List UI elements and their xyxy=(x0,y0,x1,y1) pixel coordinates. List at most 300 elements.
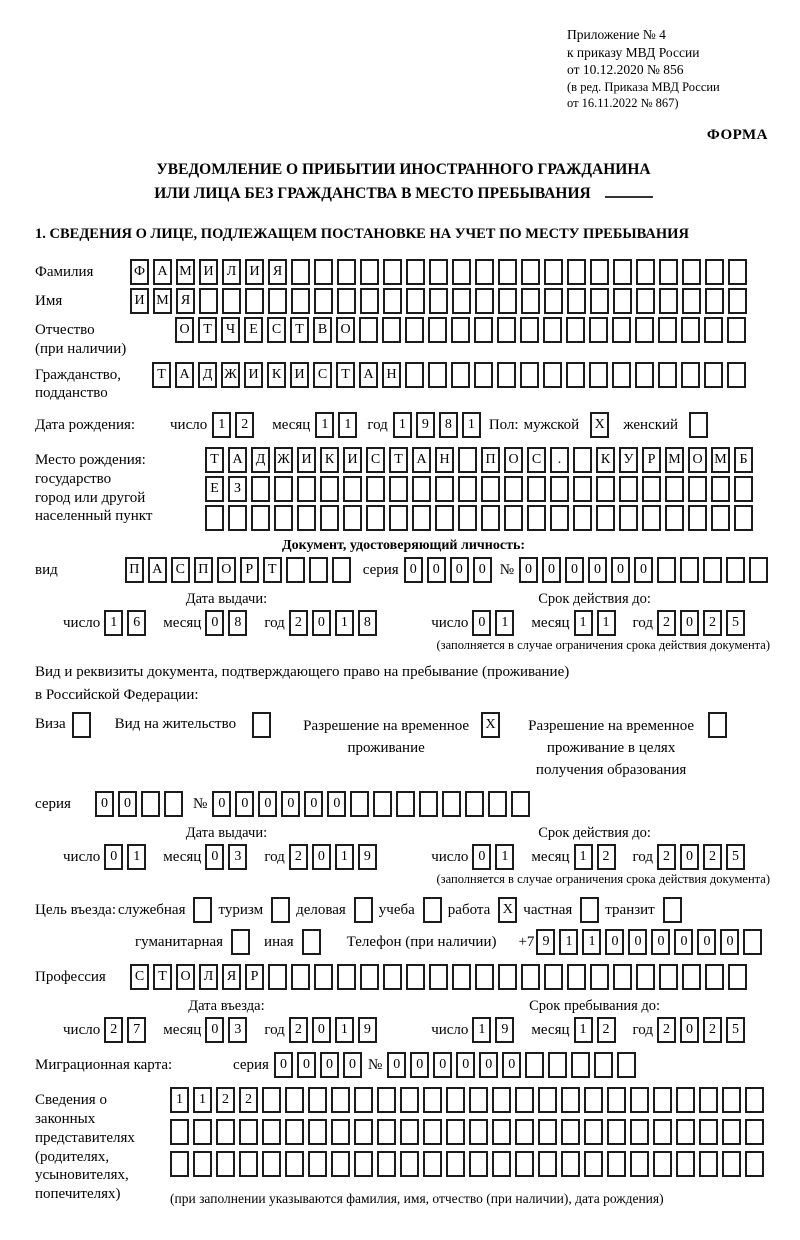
char-cell[interactable]: 0 xyxy=(720,929,739,955)
char-cell[interactable] xyxy=(400,1119,419,1145)
char-cell[interactable]: 0 xyxy=(274,1052,293,1078)
purpose-tourism-checkbox[interactable] xyxy=(271,897,290,923)
char-cell[interactable]: И xyxy=(297,447,316,473)
char-cell[interactable]: Т xyxy=(389,447,408,473)
char-cell[interactable] xyxy=(665,476,684,502)
char-cell[interactable]: О xyxy=(176,964,195,990)
char-cell[interactable]: . xyxy=(550,447,569,473)
char-cell[interactable] xyxy=(222,288,241,314)
char-cell[interactable] xyxy=(498,288,517,314)
char-cell[interactable]: 1 xyxy=(582,929,601,955)
char-cell[interactable] xyxy=(573,447,592,473)
purpose-transit-checkbox[interactable] xyxy=(663,897,682,923)
char-cell[interactable]: 0 xyxy=(680,844,699,870)
char-cell[interactable]: 1 xyxy=(338,412,357,438)
char-cell[interactable] xyxy=(504,476,523,502)
char-cell[interactable]: 0 xyxy=(205,610,224,636)
char-cell[interactable] xyxy=(613,259,632,285)
char-cell[interactable] xyxy=(527,505,546,531)
char-cell[interactable] xyxy=(383,288,402,314)
char-cell[interactable]: К xyxy=(596,447,615,473)
char-cell[interactable] xyxy=(291,964,310,990)
char-cell[interactable]: 0 xyxy=(651,929,670,955)
char-cell[interactable] xyxy=(366,476,385,502)
char-cell[interactable] xyxy=(274,476,293,502)
char-cell[interactable]: 1 xyxy=(597,610,616,636)
char-cell[interactable]: К xyxy=(320,447,339,473)
char-cell[interactable] xyxy=(699,1119,718,1145)
temp-residence-edu-checkbox[interactable] xyxy=(708,712,727,738)
char-cell[interactable] xyxy=(642,505,661,531)
char-cell[interactable]: А xyxy=(228,447,247,473)
char-cell[interactable]: Я xyxy=(176,288,195,314)
char-cell[interactable]: 1 xyxy=(574,844,593,870)
char-cell[interactable] xyxy=(543,362,562,388)
visa-checkbox[interactable] xyxy=(72,712,91,738)
char-cell[interactable] xyxy=(728,288,747,314)
char-cell[interactable] xyxy=(435,505,454,531)
char-cell[interactable]: 1 xyxy=(495,844,514,870)
char-cell[interactable] xyxy=(607,1151,626,1177)
char-cell[interactable] xyxy=(659,259,678,285)
char-cell[interactable] xyxy=(205,505,224,531)
char-cell[interactable] xyxy=(475,259,494,285)
char-cell[interactable] xyxy=(199,288,218,314)
char-cell[interactable] xyxy=(446,1151,465,1177)
char-cell[interactable]: У xyxy=(619,447,638,473)
char-cell[interactable] xyxy=(544,288,563,314)
char-cell[interactable] xyxy=(567,259,586,285)
char-cell[interactable] xyxy=(711,505,730,531)
char-cell[interactable]: 0 xyxy=(327,791,346,817)
char-cell[interactable]: 1 xyxy=(315,412,334,438)
char-cell[interactable]: О xyxy=(504,447,523,473)
char-cell[interactable] xyxy=(658,317,677,343)
char-cell[interactable]: 0 xyxy=(472,844,491,870)
char-cell[interactable]: 3 xyxy=(228,844,247,870)
char-cell[interactable] xyxy=(630,1119,649,1145)
char-cell[interactable] xyxy=(428,317,447,343)
char-cell[interactable] xyxy=(682,964,701,990)
char-cell[interactable] xyxy=(492,1087,511,1113)
char-cell[interactable]: 2 xyxy=(289,1017,308,1043)
char-cell[interactable] xyxy=(331,1087,350,1113)
char-cell[interactable]: 0 xyxy=(205,844,224,870)
char-cell[interactable]: 9 xyxy=(358,1017,377,1043)
char-cell[interactable] xyxy=(400,1151,419,1177)
char-cell[interactable] xyxy=(497,362,516,388)
char-cell[interactable] xyxy=(520,362,539,388)
char-cell[interactable] xyxy=(561,1119,580,1145)
char-cell[interactable]: Т xyxy=(263,557,282,583)
char-cell[interactable] xyxy=(589,362,608,388)
char-cell[interactable] xyxy=(141,791,160,817)
char-cell[interactable]: 0 xyxy=(118,791,137,817)
char-cell[interactable]: 8 xyxy=(358,610,377,636)
char-cell[interactable] xyxy=(642,476,661,502)
char-cell[interactable] xyxy=(164,791,183,817)
char-cell[interactable]: 0 xyxy=(680,1017,699,1043)
char-cell[interactable] xyxy=(711,476,730,502)
char-cell[interactable] xyxy=(635,317,654,343)
char-cell[interactable]: 0 xyxy=(212,791,231,817)
char-cell[interactable] xyxy=(589,317,608,343)
char-cell[interactable] xyxy=(584,1119,603,1145)
char-cell[interactable]: Т xyxy=(336,362,355,388)
char-cell[interactable] xyxy=(423,1151,442,1177)
char-cell[interactable]: 2 xyxy=(703,1017,722,1043)
char-cell[interactable] xyxy=(488,791,507,817)
char-cell[interactable]: Е xyxy=(244,317,263,343)
residence-permit-checkbox[interactable] xyxy=(252,712,271,738)
char-cell[interactable] xyxy=(332,557,351,583)
char-cell[interactable] xyxy=(635,362,654,388)
char-cell[interactable] xyxy=(745,1087,764,1113)
char-cell[interactable] xyxy=(688,505,707,531)
char-cell[interactable]: 2 xyxy=(657,844,676,870)
char-cell[interactable] xyxy=(613,288,632,314)
char-cell[interactable] xyxy=(511,791,530,817)
char-cell[interactable] xyxy=(360,259,379,285)
char-cell[interactable]: А xyxy=(412,447,431,473)
char-cell[interactable] xyxy=(521,288,540,314)
char-cell[interactable] xyxy=(274,505,293,531)
char-cell[interactable]: Н xyxy=(382,362,401,388)
char-cell[interactable] xyxy=(566,362,585,388)
char-cell[interactable] xyxy=(676,1119,695,1145)
char-cell[interactable]: 0 xyxy=(410,1052,429,1078)
char-cell[interactable]: 0 xyxy=(565,557,584,583)
char-cell[interactable] xyxy=(607,1087,626,1113)
char-cell[interactable] xyxy=(665,505,684,531)
char-cell[interactable]: 2 xyxy=(289,610,308,636)
char-cell[interactable]: 0 xyxy=(312,844,331,870)
char-cell[interactable] xyxy=(458,447,477,473)
char-cell[interactable]: 0 xyxy=(312,1017,331,1043)
char-cell[interactable] xyxy=(596,476,615,502)
char-cell[interactable] xyxy=(343,505,362,531)
char-cell[interactable] xyxy=(544,964,563,990)
char-cell[interactable] xyxy=(251,476,270,502)
char-cell[interactable]: М xyxy=(153,288,172,314)
char-cell[interactable] xyxy=(469,1119,488,1145)
char-cell[interactable] xyxy=(406,259,425,285)
char-cell[interactable] xyxy=(331,1119,350,1145)
char-cell[interactable] xyxy=(727,362,746,388)
char-cell[interactable]: 1 xyxy=(335,844,354,870)
char-cell[interactable] xyxy=(521,259,540,285)
char-cell[interactable]: С xyxy=(366,447,385,473)
char-cell[interactable] xyxy=(475,964,494,990)
char-cell[interactable]: А xyxy=(175,362,194,388)
purpose-private-checkbox[interactable] xyxy=(580,897,599,923)
char-cell[interactable]: П xyxy=(194,557,213,583)
char-cell[interactable]: 0 xyxy=(472,610,491,636)
char-cell[interactable] xyxy=(308,1087,327,1113)
char-cell[interactable] xyxy=(705,964,724,990)
char-cell[interactable] xyxy=(320,476,339,502)
char-cell[interactable] xyxy=(573,505,592,531)
char-cell[interactable] xyxy=(359,317,378,343)
char-cell[interactable] xyxy=(722,1087,741,1113)
char-cell[interactable] xyxy=(550,505,569,531)
char-cell[interactable]: Б xyxy=(734,447,753,473)
char-cell[interactable] xyxy=(412,505,431,531)
char-cell[interactable] xyxy=(498,259,517,285)
char-cell[interactable]: М xyxy=(176,259,195,285)
char-cell[interactable]: 6 xyxy=(127,610,146,636)
char-cell[interactable]: 2 xyxy=(239,1087,258,1113)
char-cell[interactable] xyxy=(377,1151,396,1177)
char-cell[interactable]: 2 xyxy=(703,844,722,870)
char-cell[interactable]: 1 xyxy=(212,412,231,438)
char-cell[interactable] xyxy=(465,791,484,817)
char-cell[interactable] xyxy=(705,259,724,285)
char-cell[interactable]: Д xyxy=(251,447,270,473)
char-cell[interactable] xyxy=(481,476,500,502)
char-cell[interactable] xyxy=(527,476,546,502)
char-cell[interactable]: Ф xyxy=(130,259,149,285)
char-cell[interactable] xyxy=(548,1052,567,1078)
char-cell[interactable] xyxy=(573,476,592,502)
char-cell[interactable] xyxy=(239,1119,258,1145)
char-cell[interactable] xyxy=(497,317,516,343)
char-cell[interactable] xyxy=(412,476,431,502)
char-cell[interactable]: 0 xyxy=(205,1017,224,1043)
char-cell[interactable]: С xyxy=(267,317,286,343)
char-cell[interactable]: 1 xyxy=(462,412,481,438)
char-cell[interactable] xyxy=(676,1087,695,1113)
char-cell[interactable] xyxy=(584,1087,603,1113)
char-cell[interactable]: 0 xyxy=(588,557,607,583)
char-cell[interactable] xyxy=(314,259,333,285)
char-cell[interactable] xyxy=(429,964,448,990)
char-cell[interactable]: 8 xyxy=(439,412,458,438)
char-cell[interactable] xyxy=(377,1087,396,1113)
char-cell[interactable] xyxy=(446,1119,465,1145)
char-cell[interactable] xyxy=(561,1087,580,1113)
char-cell[interactable] xyxy=(515,1119,534,1145)
char-cell[interactable] xyxy=(704,362,723,388)
char-cell[interactable] xyxy=(521,964,540,990)
char-cell[interactable]: 2 xyxy=(104,1017,123,1043)
char-cell[interactable]: И xyxy=(244,362,263,388)
char-cell[interactable] xyxy=(337,964,356,990)
char-cell[interactable] xyxy=(452,288,471,314)
char-cell[interactable] xyxy=(544,259,563,285)
char-cell[interactable] xyxy=(571,1052,590,1078)
char-cell[interactable] xyxy=(590,288,609,314)
char-cell[interactable] xyxy=(653,1087,672,1113)
char-cell[interactable] xyxy=(170,1151,189,1177)
char-cell[interactable]: 1 xyxy=(193,1087,212,1113)
char-cell[interactable] xyxy=(474,362,493,388)
char-cell[interactable]: 1 xyxy=(335,1017,354,1043)
char-cell[interactable] xyxy=(286,557,305,583)
char-cell[interactable]: И xyxy=(199,259,218,285)
char-cell[interactable] xyxy=(567,288,586,314)
char-cell[interactable] xyxy=(734,476,753,502)
char-cell[interactable]: С xyxy=(171,557,190,583)
char-cell[interactable] xyxy=(504,505,523,531)
char-cell[interactable] xyxy=(343,476,362,502)
char-cell[interactable]: Я xyxy=(222,964,241,990)
char-cell[interactable] xyxy=(262,1087,281,1113)
char-cell[interactable]: 2 xyxy=(597,844,616,870)
char-cell[interactable] xyxy=(451,362,470,388)
char-cell[interactable]: 5 xyxy=(726,844,745,870)
char-cell[interactable] xyxy=(681,362,700,388)
char-cell[interactable] xyxy=(314,288,333,314)
char-cell[interactable] xyxy=(377,1119,396,1145)
char-cell[interactable] xyxy=(216,1151,235,1177)
char-cell[interactable]: М xyxy=(711,447,730,473)
char-cell[interactable] xyxy=(613,964,632,990)
char-cell[interactable]: 1 xyxy=(127,844,146,870)
char-cell[interactable] xyxy=(268,288,287,314)
char-cell[interactable] xyxy=(451,317,470,343)
char-cell[interactable]: С xyxy=(313,362,332,388)
char-cell[interactable]: 0 xyxy=(312,610,331,636)
char-cell[interactable]: Т xyxy=(205,447,224,473)
char-cell[interactable]: 0 xyxy=(697,929,716,955)
char-cell[interactable]: Н xyxy=(435,447,454,473)
char-cell[interactable] xyxy=(228,505,247,531)
purpose-work-checkbox[interactable]: X xyxy=(498,897,517,923)
char-cell[interactable] xyxy=(630,1151,649,1177)
char-cell[interactable] xyxy=(405,317,424,343)
char-cell[interactable]: О xyxy=(336,317,355,343)
char-cell[interactable]: 2 xyxy=(597,1017,616,1043)
char-cell[interactable] xyxy=(538,1119,557,1145)
char-cell[interactable] xyxy=(659,288,678,314)
char-cell[interactable]: 0 xyxy=(387,1052,406,1078)
char-cell[interactable] xyxy=(383,259,402,285)
char-cell[interactable] xyxy=(612,317,631,343)
purpose-other-checkbox[interactable] xyxy=(302,929,321,955)
char-cell[interactable]: З xyxy=(228,476,247,502)
char-cell[interactable]: 0 xyxy=(343,1052,362,1078)
char-cell[interactable]: Ж xyxy=(221,362,240,388)
char-cell[interactable] xyxy=(584,1151,603,1177)
char-cell[interactable] xyxy=(653,1119,672,1145)
char-cell[interactable] xyxy=(619,505,638,531)
char-cell[interactable]: 5 xyxy=(726,1017,745,1043)
char-cell[interactable] xyxy=(354,1119,373,1145)
char-cell[interactable] xyxy=(389,505,408,531)
char-cell[interactable] xyxy=(566,317,585,343)
char-cell[interactable] xyxy=(354,1151,373,1177)
char-cell[interactable] xyxy=(658,362,677,388)
char-cell[interactable] xyxy=(567,964,586,990)
char-cell[interactable] xyxy=(657,557,676,583)
char-cell[interactable] xyxy=(320,505,339,531)
char-cell[interactable] xyxy=(446,1087,465,1113)
char-cell[interactable]: 1 xyxy=(335,610,354,636)
char-cell[interactable]: М xyxy=(665,447,684,473)
char-cell[interactable] xyxy=(419,791,438,817)
char-cell[interactable]: А xyxy=(153,259,172,285)
char-cell[interactable] xyxy=(475,288,494,314)
char-cell[interactable]: И xyxy=(245,259,264,285)
char-cell[interactable] xyxy=(722,1119,741,1145)
char-cell[interactable] xyxy=(297,505,316,531)
char-cell[interactable] xyxy=(681,317,700,343)
char-cell[interactable] xyxy=(193,1151,212,1177)
char-cell[interactable]: 0 xyxy=(680,610,699,636)
char-cell[interactable]: Р xyxy=(245,964,264,990)
char-cell[interactable] xyxy=(406,964,425,990)
purpose-official-checkbox[interactable] xyxy=(193,897,212,923)
char-cell[interactable]: С xyxy=(130,964,149,990)
char-cell[interactable] xyxy=(285,1151,304,1177)
char-cell[interactable] xyxy=(383,964,402,990)
temp-residence-checkbox[interactable]: X xyxy=(481,712,500,738)
char-cell[interactable] xyxy=(389,476,408,502)
char-cell[interactable] xyxy=(481,505,500,531)
char-cell[interactable] xyxy=(590,259,609,285)
char-cell[interactable]: 1 xyxy=(559,929,578,955)
char-cell[interactable] xyxy=(515,1087,534,1113)
char-cell[interactable] xyxy=(469,1151,488,1177)
char-cell[interactable] xyxy=(636,288,655,314)
char-cell[interactable] xyxy=(251,505,270,531)
purpose-business-checkbox[interactable] xyxy=(354,897,373,923)
char-cell[interactable] xyxy=(216,1119,235,1145)
char-cell[interactable]: 0 xyxy=(542,557,561,583)
char-cell[interactable]: 0 xyxy=(605,929,624,955)
purpose-study-checkbox[interactable] xyxy=(423,897,442,923)
char-cell[interactable] xyxy=(308,1119,327,1145)
sex-female-checkbox[interactable] xyxy=(689,412,708,438)
char-cell[interactable]: Т xyxy=(290,317,309,343)
char-cell[interactable]: Ч xyxy=(221,317,240,343)
char-cell[interactable] xyxy=(452,964,471,990)
char-cell[interactable] xyxy=(607,1119,626,1145)
char-cell[interactable] xyxy=(617,1052,636,1078)
char-cell[interactable]: О xyxy=(217,557,236,583)
char-cell[interactable] xyxy=(423,1119,442,1145)
char-cell[interactable]: 0 xyxy=(297,1052,316,1078)
char-cell[interactable] xyxy=(360,288,379,314)
char-cell[interactable]: К xyxy=(267,362,286,388)
char-cell[interactable] xyxy=(680,557,699,583)
char-cell[interactable]: 9 xyxy=(495,1017,514,1043)
char-cell[interactable]: Л xyxy=(199,964,218,990)
char-cell[interactable] xyxy=(382,317,401,343)
char-cell[interactable]: 1 xyxy=(574,1017,593,1043)
char-cell[interactable] xyxy=(659,964,678,990)
char-cell[interactable] xyxy=(429,288,448,314)
char-cell[interactable] xyxy=(308,1151,327,1177)
sex-male-checkbox[interactable]: X xyxy=(590,412,609,438)
char-cell[interactable]: 0 xyxy=(235,791,254,817)
char-cell[interactable]: 2 xyxy=(703,610,722,636)
char-cell[interactable] xyxy=(373,791,392,817)
char-cell[interactable] xyxy=(285,1087,304,1113)
char-cell[interactable] xyxy=(492,1119,511,1145)
char-cell[interactable] xyxy=(309,557,328,583)
char-cell[interactable]: П xyxy=(481,447,500,473)
char-cell[interactable]: 1 xyxy=(472,1017,491,1043)
char-cell[interactable]: 0 xyxy=(456,1052,475,1078)
char-cell[interactable] xyxy=(699,1087,718,1113)
char-cell[interactable] xyxy=(314,964,333,990)
char-cell[interactable]: 0 xyxy=(519,557,538,583)
char-cell[interactable] xyxy=(239,1151,258,1177)
char-cell[interactable] xyxy=(630,1087,649,1113)
char-cell[interactable]: 1 xyxy=(104,610,123,636)
